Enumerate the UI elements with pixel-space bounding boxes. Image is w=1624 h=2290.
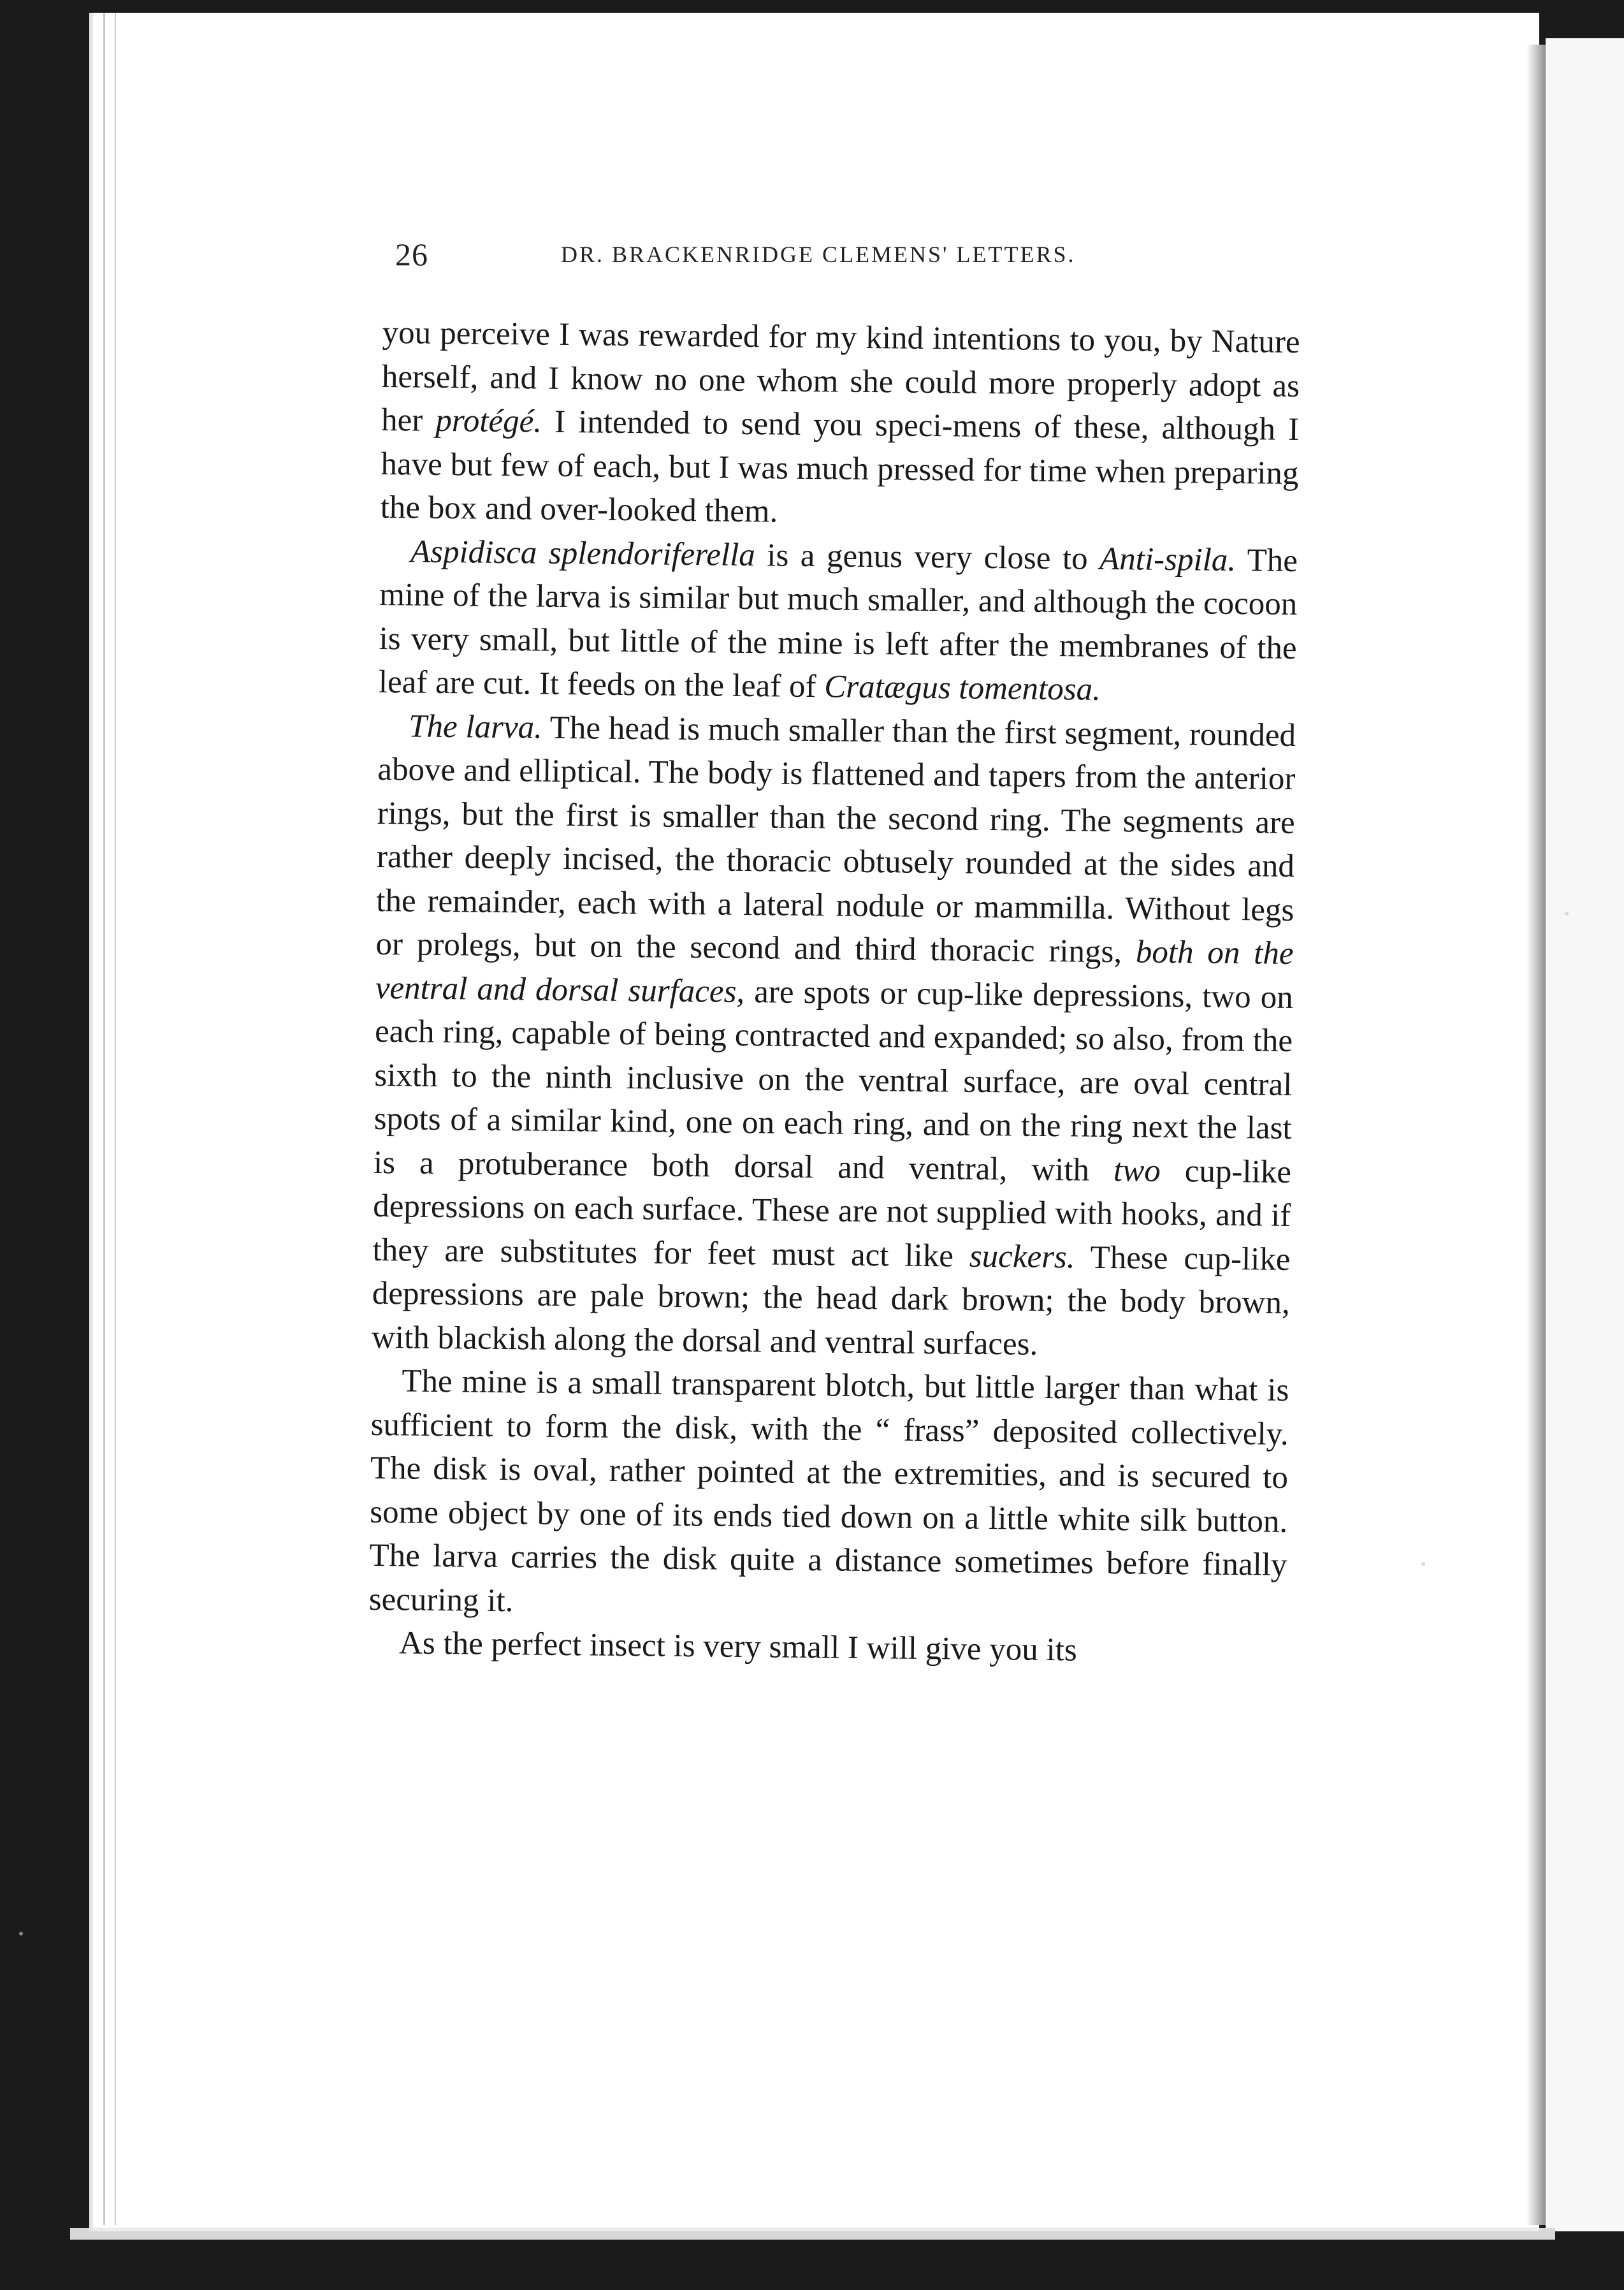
text-run: These cup-like depressions are pale brown; the head dark brown; the body brown, with blackish along the dorsal and ventral surfaces. xyxy=(371,1239,1291,1362)
italic-text: Cratægus tomentosa. xyxy=(824,669,1101,708)
paragraph xyxy=(380,311,1300,539)
italic-text: Aspidisca splendoriferella xyxy=(410,533,756,573)
text-run: The mine is a small transparent blotch, but little larger than what is sufficient to form the disk, with the “ frass” deposited collectively. The disk is oval, rather pointed at the extremities, and is secured to some object by one of its ends tied down on a little white silk button. The larva carries the disk quite a distance sometimes before finally securing it. xyxy=(368,1363,1289,1619)
paper-speck xyxy=(1565,912,1569,915)
paper-speck xyxy=(1421,1562,1425,1566)
paragraph xyxy=(368,1359,1289,1631)
text-run: is a genus very close to xyxy=(755,537,1100,577)
running-title: DR. BRACKENRIDGE CLEMENS' LETTERS. xyxy=(561,242,1076,267)
text-run: cup-like depressions on each surface. These are not supplied with hooks, and if they are substitutes for feet must act like xyxy=(372,1153,1292,1274)
paragraph xyxy=(368,1621,1287,1675)
paragraph xyxy=(372,704,1296,1369)
italic-text: The larva. xyxy=(408,708,543,746)
paragraph xyxy=(379,529,1298,713)
italic-text: protégé. xyxy=(435,402,542,440)
italic-text: both on the ventral and dorsal surfaces, xyxy=(375,934,1294,1010)
text-run: I intended to send you speci-mens of these, although I have but few of each, but I was much pressed for time when preparing the box and over-looked them. xyxy=(380,404,1300,530)
italic-text: two xyxy=(1113,1152,1161,1189)
running-head xyxy=(395,236,1300,281)
binding-edge-line xyxy=(115,13,116,2225)
binding-edge-line xyxy=(103,13,105,2225)
text-run: you perceive I was rewarded for my kind intentions to you, by Nature herself, and I know no one whom she could more properly adopt as her xyxy=(381,314,1300,439)
text-run: The head is much smaller than the first segment, rounded above and elliptical. The body is flattened and tapers from the anterior rings, but the first is smaller than the second ring. The segments are rather deeply incised, the thoracic obtusely rounded at the sides and the remainder, each with a lateral nodule or mammilla. Without legs or prolegs, but on the second and third thoracic rings, xyxy=(375,710,1296,970)
italic-text: Anti-spila. xyxy=(1099,541,1236,578)
italic-text: suckers. xyxy=(969,1238,1075,1275)
body-text xyxy=(368,311,1300,1674)
dust-speck xyxy=(19,1932,23,1936)
text-run: are spots or cup-like depressions, two on each ring, capable of being contracted and expanded; so also, from the sixth to the ninth inclusive on the ventral surface, are oval central spots of a similar kind, one on each ring, and on the ring next the last is a protuberance both dorsal and ventral, with xyxy=(373,974,1294,1188)
page-gutter-shadow xyxy=(1526,45,1546,2225)
page-number: 26 xyxy=(395,237,428,272)
text-run: As the perfect insect is very small I will give you its xyxy=(398,1625,1078,1668)
text-run: The mine of the larva is similar but much smaller, and although the cocoon is very small, but little of the mine is left after the membranes of the leaf are cut. It feeds on the leaf of xyxy=(378,542,1298,705)
book-page xyxy=(89,13,1539,2231)
adjacent-page-edge xyxy=(1546,38,1624,2231)
